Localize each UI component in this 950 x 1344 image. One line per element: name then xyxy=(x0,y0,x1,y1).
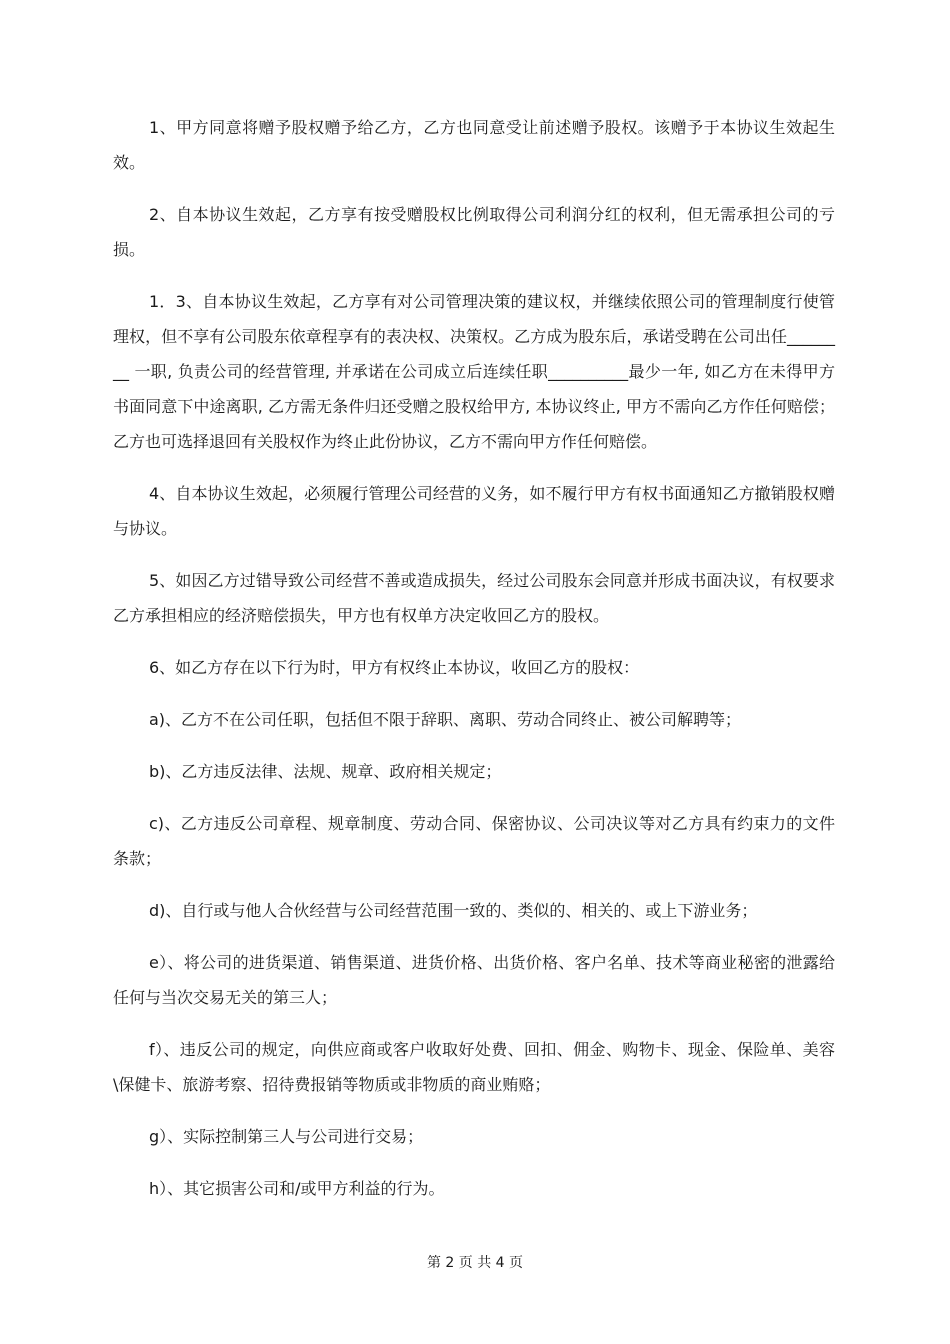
clause-6-item-c: c)、乙方违反公司章程、规章制度、劳动合同、保密协议、公司决议等对乙方具有约束力的文件条款； xyxy=(113,814,835,868)
clause-6: 6、如乙方存在以下行为时，甲方有权终止本协议，收回乙方的股权： xyxy=(149,658,640,677)
document-body xyxy=(113,110,835,1223)
clause-3: 1．3、自本协议生效起，乙方享有对公司管理决策的建议权，并继续依照公司的管理制度行使管理权，但不享有公司股东依章程享有的表决权、决策权。乙方成为股东后，承诺受聘在公司出任________ 一职, 负责公司的经营管理, 并承诺在公司成立后连续任职__________最少一年, 如乙方在未得甲方书面同意下中途离职, 乙方需无条件归还受赠之股权给甲方, 本协议终止, 甲方不需向乙方作任何赔偿；乙方也可选择退回有关股权作为终止此份协议，乙方不需向甲方作任何赔偿。 xyxy=(113,292,835,451)
clause-5: 5、如因乙方过错导致公司经营不善或造成损失，经过公司股东会同意并形成书面决议，有权要求乙方承担相应的经济赔偿损失，甲方也有权单方决定收回乙方的股权。 xyxy=(113,571,835,625)
clause-6-item-d: d)、自行或与他人合伙经营与公司经营范围一致的、类似的、相关的、或上下游业务； xyxy=(149,901,758,920)
clause-6-item-h: h）、其它损害公司和/或甲方利益的行为。 xyxy=(149,1179,445,1198)
clause-6-item-g: g）、实际控制第三人与公司进行交易； xyxy=(149,1127,424,1146)
clause-2: 2、自本协议生效起，乙方享有按受赠股权比例取得公司利润分红的权利，但无需承担公司的亏损。 xyxy=(113,205,835,259)
clause-6-item-a: a)、乙方不在公司任职，包括但不限于辞职、离职、劳动合同终止、被公司解聘等； xyxy=(149,710,742,729)
clause-6-item-e: e）、将公司的进货渠道、销售渠道、进货价格、出货价格、客户名单、技术等商业秘密的泄露给任何与当次交易无关的第三人； xyxy=(113,953,835,1007)
clause-6-item-b: b)、乙方违反法律、法规、规章、政府相关规定； xyxy=(149,762,502,781)
clause-1: 1、甲方同意将赠予股权赠予给乙方，乙方也同意受让前述赠予股权。该赠予于本协议生效起生效。 xyxy=(113,118,835,172)
page-number-footer: 第 2 页 共 4 页 xyxy=(426,1255,524,1271)
clause-6-item-f: f）、违反公司的规定，向供应商或客户收取好处费、回扣、佣金、购物卡、现金、保险单、美容\保健卡、旅游考察、招待费报销等物质或非物质的商业贿赂； xyxy=(113,1040,835,1094)
clause-4: 4、自本协议生效起，必须履行管理公司经营的义务，如不履行甲方有权书面通知乙方撤销股权赠与协议。 xyxy=(113,484,835,538)
